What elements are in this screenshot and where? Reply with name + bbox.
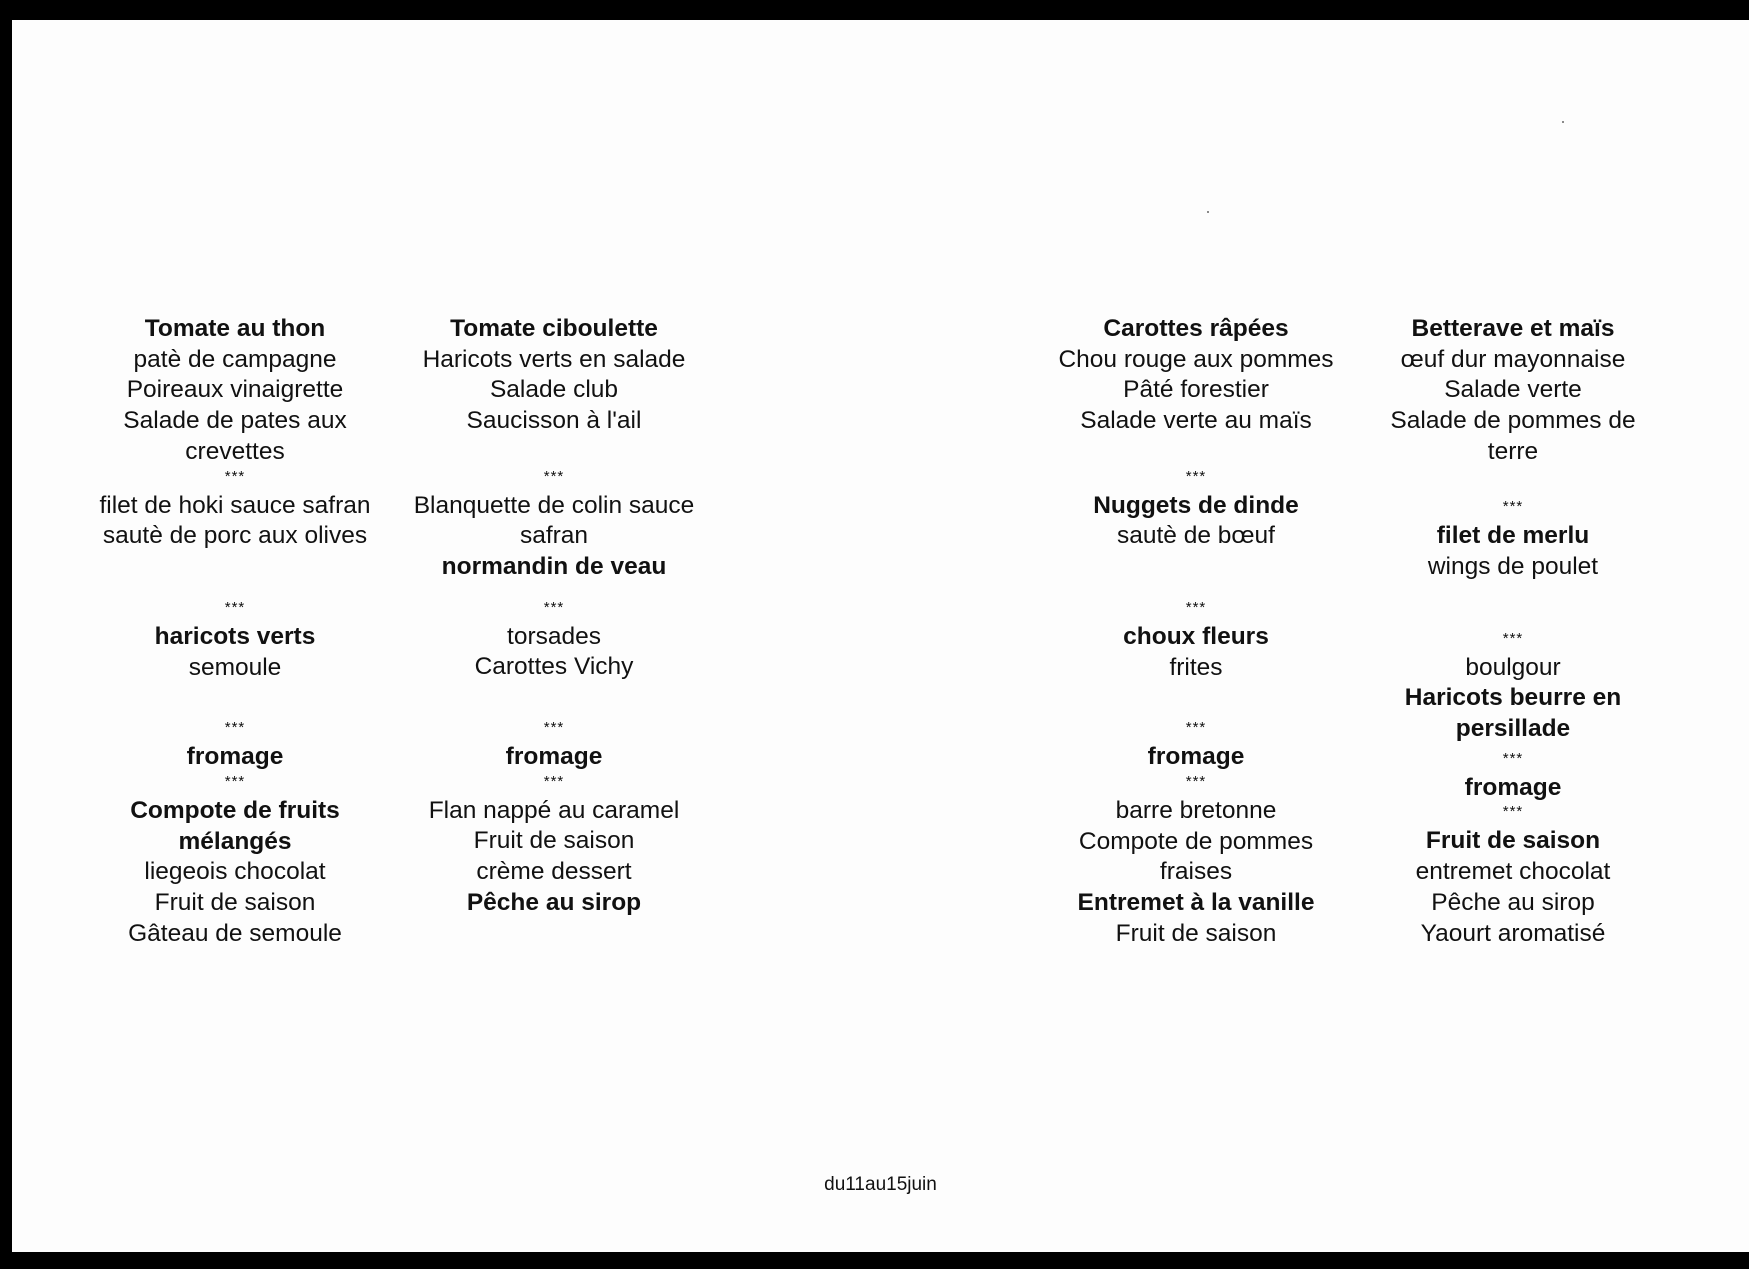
legume-item: persillade — [1455, 715, 1571, 743]
scan-speck — [1207, 211, 1209, 213]
entree-item: patè de campagne — [133, 345, 337, 373]
dessert-item: Fruit de saison — [1115, 919, 1277, 947]
separator: *** — [224, 773, 246, 791]
dessert-item: barre bretonne — [1115, 797, 1277, 825]
plat-item: Nuggets de dinde — [1093, 491, 1299, 519]
plat-item: filet de hoki sauce safran — [99, 491, 371, 519]
legume-item: Carottes Vichy — [474, 653, 634, 681]
footer-label: du11au15juin — [824, 1174, 937, 1195]
plat-item: sautè de bœuf — [1117, 522, 1275, 550]
dessert-item: Gâteau de semoule — [128, 919, 342, 947]
entree-item: Saucisson à l'ail — [466, 407, 642, 435]
legume-item: semoule — [188, 653, 282, 681]
separator: *** — [543, 719, 565, 737]
fromage-item: fromage — [505, 743, 603, 771]
entree-item: Pâté forestier — [1123, 376, 1269, 404]
entree-item: Salade verte au maïs — [1080, 407, 1312, 435]
entree-item: Tomate ciboulette — [450, 315, 658, 342]
legume-item: Haricots beurre en — [1404, 684, 1622, 712]
separator: *** — [543, 772, 565, 790]
dessert-item: Fruit de saison — [473, 827, 635, 855]
dessert-item: mélangés — [178, 827, 292, 855]
separator: *** — [224, 719, 246, 737]
dessert-item: entremet chocolat — [1415, 858, 1611, 886]
separator: *** — [1185, 773, 1207, 791]
legume-item: boulgour — [1465, 653, 1561, 681]
day-menu-2 — [404, 314, 704, 919]
legume-item: choux fleurs — [1123, 622, 1269, 650]
legume-item: torsades — [507, 622, 601, 650]
plat-item: filet de merlu — [1436, 522, 1590, 550]
entree-item: Chou rouge aux pommes — [1058, 345, 1334, 373]
separator: *** — [543, 467, 565, 485]
separator: *** — [1502, 749, 1524, 767]
entree-item: Betterave et maïs — [1411, 315, 1615, 342]
fromage-item: fromage — [1147, 743, 1245, 771]
entree-item: Salade de pates aux — [123, 407, 347, 435]
plat-item: sautè de porc aux olives — [102, 522, 368, 550]
entree-item: Salade club — [489, 376, 619, 404]
entree-item: Salade de pommes de terre — [1390, 407, 1636, 465]
separator: *** — [1185, 598, 1207, 616]
plat-item: normandin de veau — [441, 552, 667, 580]
separator: *** — [1185, 719, 1207, 737]
legume-item: haricots verts — [154, 622, 316, 650]
fromage-item: fromage — [186, 743, 284, 771]
entree-item: crevettes — [185, 437, 285, 465]
dessert-item: Yaourt aromatisé — [1420, 919, 1606, 947]
dessert-item: Flan nappé au caramel — [428, 796, 680, 824]
entree-item: Haricots verts en salade — [422, 345, 686, 373]
entree-item: œuf dur mayonnaise — [1400, 345, 1626, 373]
entree-item: Poireaux vinaigrette — [126, 376, 344, 404]
entree-item: Salade verte — [1444, 376, 1582, 404]
plat-item: Blanquette de colin sauce — [413, 491, 695, 519]
menu-page — [12, 20, 1749, 1252]
separator: *** — [1502, 498, 1524, 516]
separator: *** — [1185, 467, 1207, 485]
dessert-item: Fruit de saison — [154, 889, 316, 917]
day-menu-1 — [85, 314, 385, 950]
separator: *** — [1502, 803, 1524, 821]
dessert-item: Pêche au sirop — [466, 888, 642, 916]
entree-item: Carottes râpées — [1103, 315, 1289, 342]
scan-speck — [1562, 121, 1564, 123]
entree-item: Tomate au thon — [144, 315, 326, 342]
separator: *** — [543, 598, 565, 616]
dessert-item: Entremet à la vanille — [1077, 889, 1315, 917]
dessert-item: Compote de fruits — [130, 797, 340, 825]
dessert-item: crème dessert — [476, 858, 632, 886]
dessert-item: Fruit de saison — [1425, 827, 1601, 855]
dessert-item: Compote de pommes fraises — [1078, 827, 1314, 886]
plat-item: wings de poulet — [1427, 552, 1599, 580]
day-menu-3 — [1046, 314, 1346, 950]
separator: *** — [1502, 629, 1524, 647]
fromage-item: fromage — [1464, 773, 1562, 801]
day-menu-4 — [1363, 314, 1663, 949]
dessert-item: liegeois chocolat — [144, 858, 326, 886]
separator: *** — [224, 598, 246, 616]
legume-item: frites — [1169, 653, 1223, 681]
dessert-item: Pêche au sirop — [1431, 888, 1595, 916]
separator: *** — [224, 467, 246, 485]
plat-item: safran — [519, 522, 589, 550]
